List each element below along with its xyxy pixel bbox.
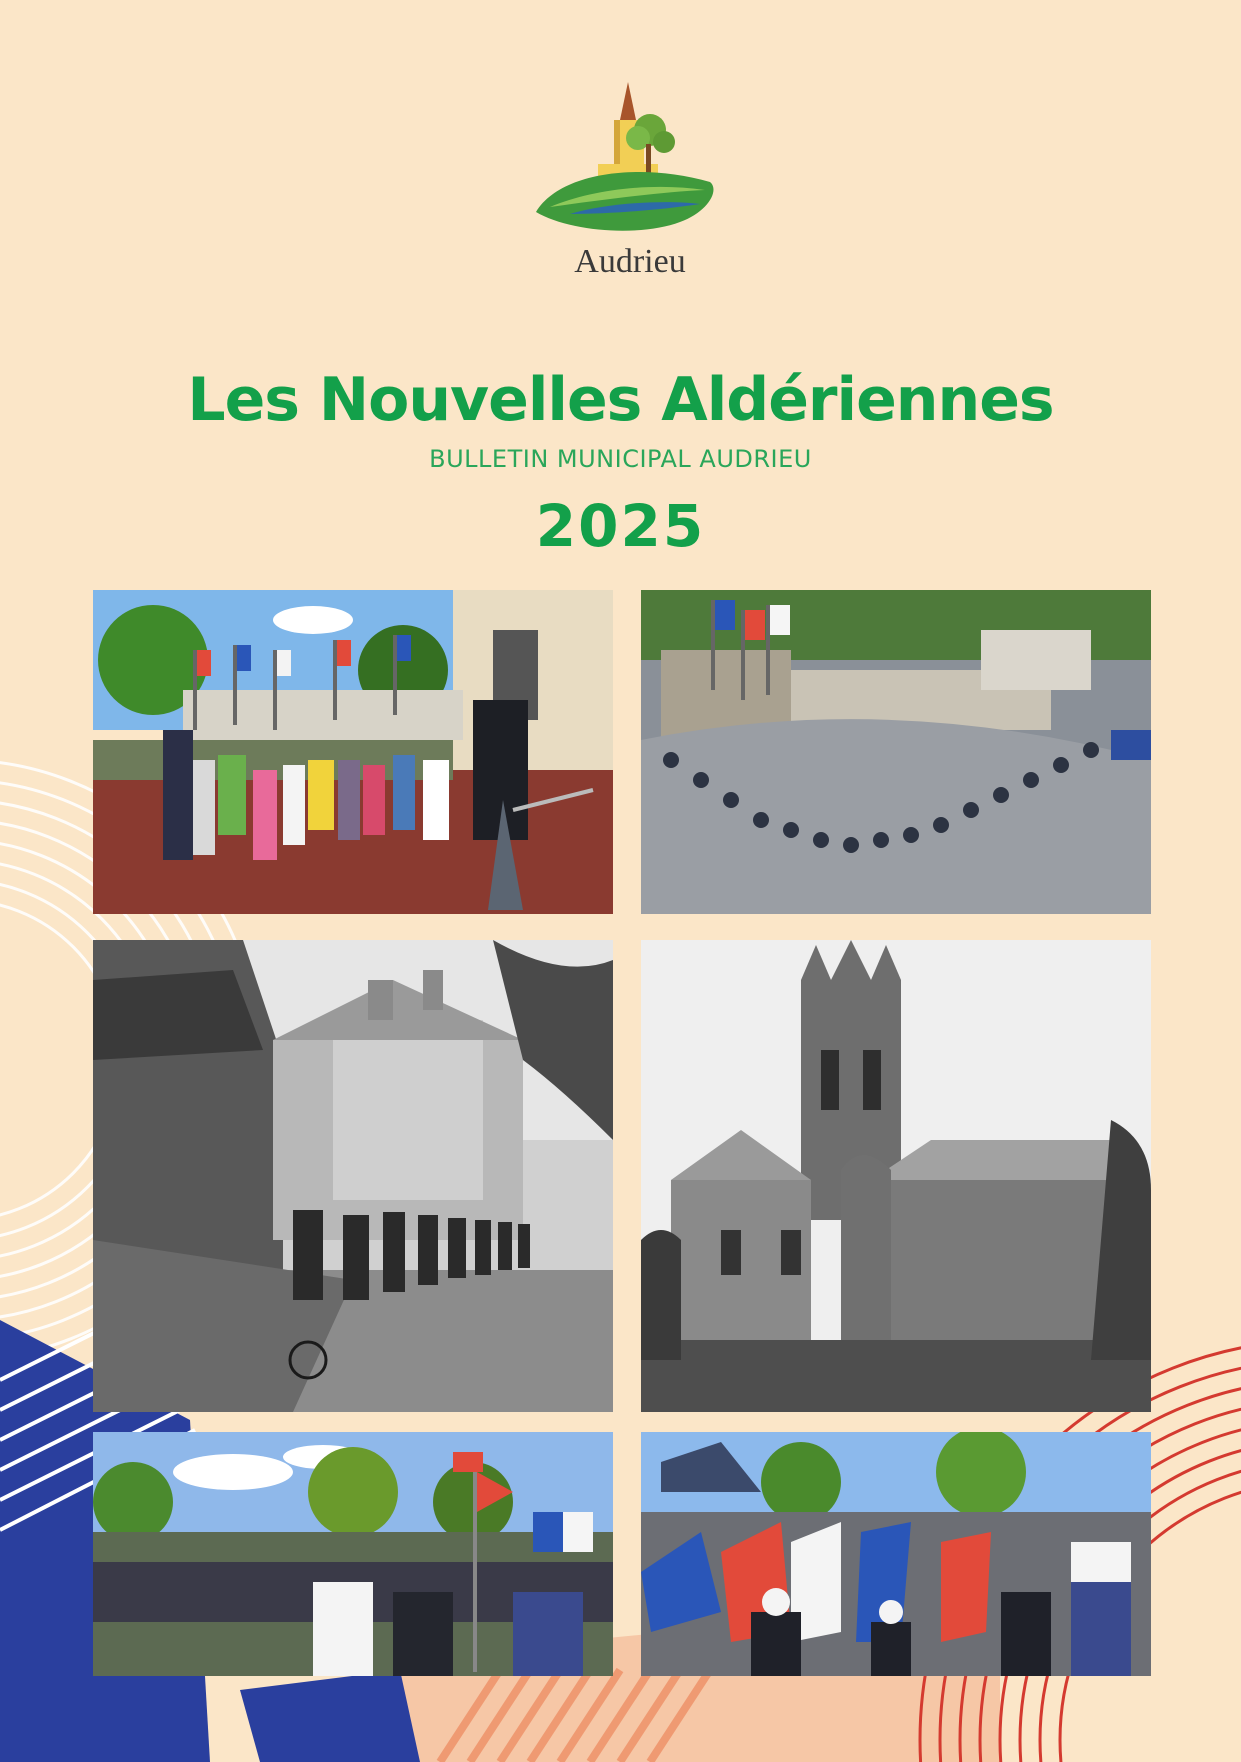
- crowd-photo-icon: [641, 590, 1151, 914]
- archive-photo-icon: [93, 940, 613, 1412]
- photo-ww2-soldiers-street: [93, 940, 613, 1412]
- bulletin-year: 2025: [535, 492, 706, 560]
- photo-ww2-damaged-church: [641, 940, 1151, 1412]
- flag-photo-icon: [641, 1432, 1151, 1676]
- ceremony-photo-icon: [93, 590, 613, 914]
- flag-photo-icon: [93, 1432, 613, 1676]
- photo-ceremony-town-hall: [93, 590, 613, 914]
- page-subtitle: BULLETIN MUNICIPAL AUDRIEU: [429, 445, 812, 473]
- page-title: Les Nouvelles Aldériennes: [187, 365, 1054, 435]
- photo-ceremony-flag-bearers: [641, 1432, 1151, 1676]
- logo-text: Audrieu: [574, 243, 686, 280]
- photo-ceremony-flag-salute: [93, 1432, 613, 1676]
- photo-ceremony-memorial-crowd: [641, 590, 1151, 914]
- audrieu-logo: [530, 82, 730, 287]
- church-photo-icon: [641, 940, 1151, 1412]
- village-church-logo-icon: [530, 82, 730, 287]
